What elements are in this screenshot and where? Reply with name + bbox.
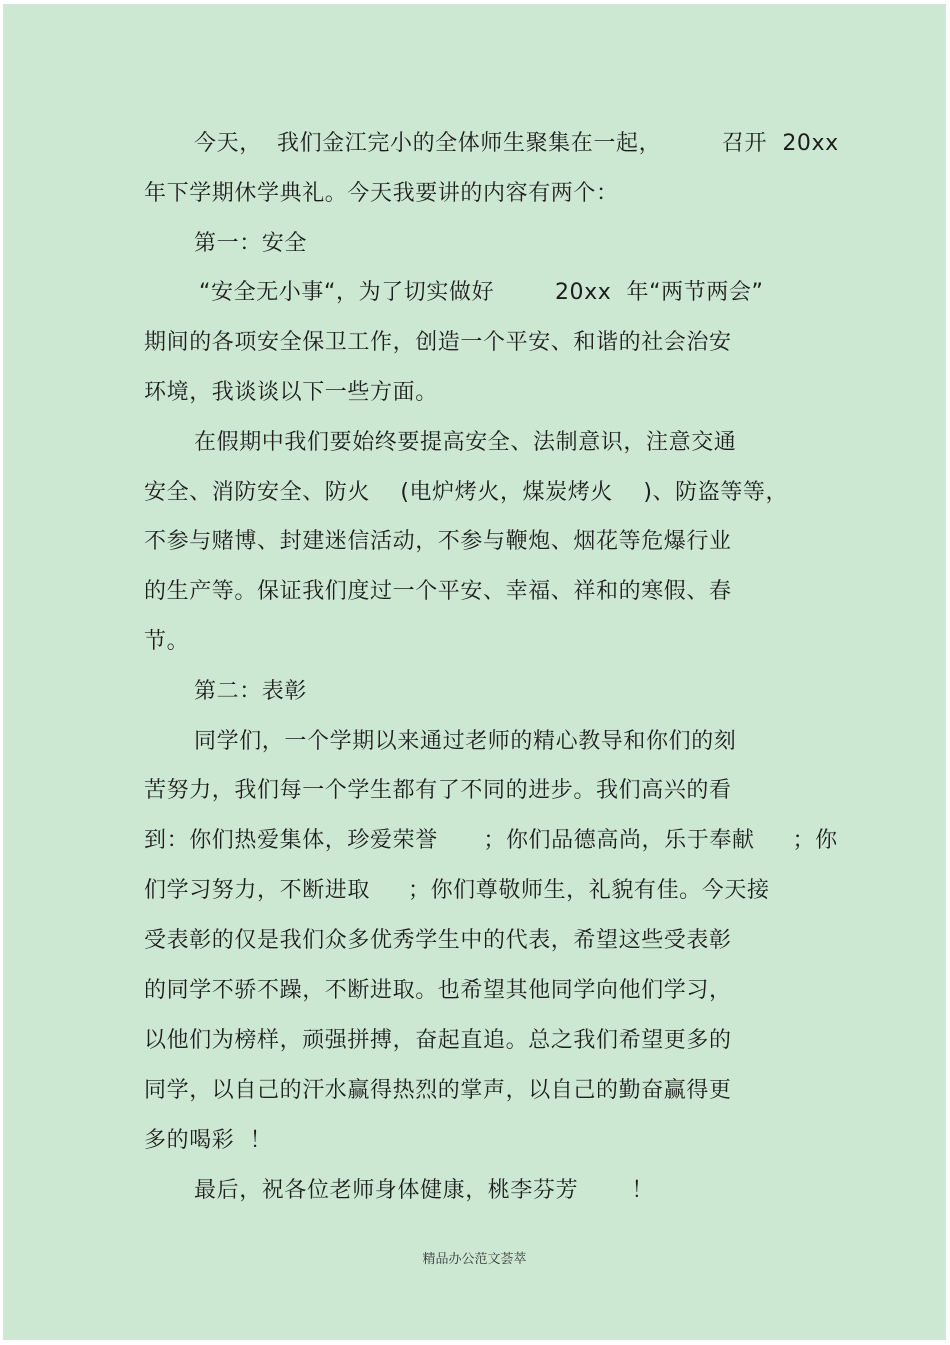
paragraph-line: 节。 xyxy=(144,629,190,654)
paragraph-line: 年下学期休学典礼。今天我要讲的内容有两个： xyxy=(144,181,619,206)
paragraph-line: 今天， 我们金江完小的全体师生聚集在一起， 召开 20xx xyxy=(194,131,839,156)
closing-line: 最后，祝各位老师身体健康，桃李芬芳 ！ xyxy=(194,1178,654,1203)
paragraph-line: 以他们为榜样，顽强拼搏，奋起直追。总之我们希望更多的 xyxy=(144,1028,732,1053)
paragraph-line: 同学们，一个学期以来通过老师的精心教导和你们的刻 xyxy=(194,729,737,754)
paragraph-line: “安全无小事“，为了切实做好 20xx 年“两节两会” xyxy=(199,280,764,305)
paragraph-line: 在假期中我们要始终要提高安全、法制意识，注意交通 xyxy=(194,430,737,455)
paragraph-line: 到：你们热爱集体，珍爱荣誉 ；你们品德高尚，乐于奉献 ；你 xyxy=(144,828,838,853)
paragraph-line: 多的喝彩 ！ xyxy=(144,1128,273,1153)
paragraph-line: 期间的各项安全保卫工作，创造一个平安、和谐的社会治安 xyxy=(144,330,732,355)
paragraph-line: 同学，以自己的汗水赢得热烈的掌声，以自己的勤奋赢得更 xyxy=(144,1078,732,1103)
page-footer: 精品办公范文荟萃 xyxy=(422,1252,527,1267)
paragraph-line: 受表彰的仅是我们众多优秀学生中的代表，希望这些受表彰 xyxy=(144,928,732,953)
paragraph-line: 苦努力，我们每一个学生都有了不同的进步。我们高兴的看 xyxy=(144,778,732,803)
paragraph-line: 安全、消防安全、防火 (电炉烤火，煤炭烤火 )、防盗等等， xyxy=(144,480,789,505)
paragraph-line: 的生产等。保证我们度过一个平安、幸福、祥和的寒假、春 xyxy=(144,579,732,604)
section-heading: 第二：表彰 xyxy=(194,679,308,704)
paragraph-line: 的同学不骄不躁，不断进取。也希望其他同学向他们学习， xyxy=(144,978,732,1003)
section-heading: 第一：安全 xyxy=(194,231,308,256)
paragraph-line: 不参与赌博、封建迷信活动，不参与鞭炮、烟花等危爆行业 xyxy=(144,529,732,554)
paragraph-line: 环境，我谈谈以下一些方面。 xyxy=(144,380,438,405)
document-page xyxy=(3,4,946,1340)
paragraph-line: 们学习努力，不断进取 ；你们尊敬师生，礼貌有佳。今天接 xyxy=(144,878,770,903)
